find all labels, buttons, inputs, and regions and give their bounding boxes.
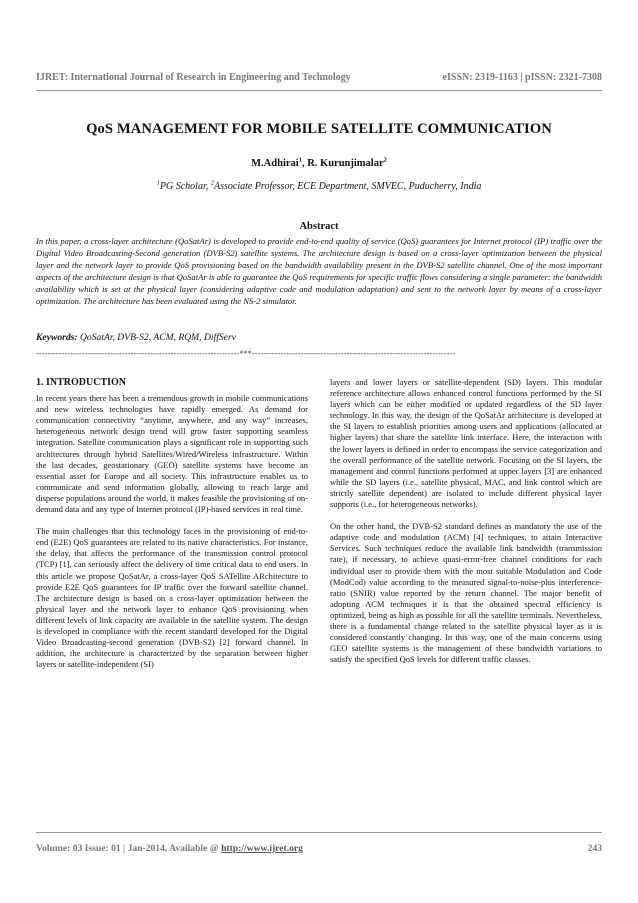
abstract-text: In this paper, a cross-layer architecture (QoSatAr) is developed to provide end-to-end quality of service (QoS) guarantees for Internet protocol (IP) traffic over the Digital Video Broadcasting-Second generation (DVB-S2) satellite systems. The architecture design is based on a cross-layer optimization between the physical layer and the network layer to provide QoS provisioning based on the bandwidth availability present in the DVB-S2 satellite channel. One of the most important aspects of the architecture design is that QoSatAr is able to guarantee the QoS requirements for specific traffic flows considering a single parameter: the bandwidth availability which is set at the physical layer (considering adaptive code and modulation adaptation) and sent to the network layer by means of a cross-layer optimization. The architecture has been evaluated using the NS-2 simulator. <box>36 236 602 306</box>
abstract-heading: Abstract <box>299 221 339 232</box>
section-heading: 1. INTRODUCTION <box>36 377 127 388</box>
keywords-line <box>36 332 602 343</box>
affiliation-1: PG Scholar, <box>159 181 211 192</box>
journal-name: IJRET: International Journal of Research in Engineering and Technology <box>36 72 351 83</box>
author-1: M.Adhirai <box>251 158 299 169</box>
right-column <box>330 377 602 676</box>
author-separator: , <box>301 158 308 169</box>
author-line <box>36 158 602 169</box>
paragraph-4: On the other hand, the DVB-S2 standard defines as mandatory the use of the adaptive code and modulation (ACM) [4] techniques, to attain Interactive Services. Such techniques reduce the available link bandwidth (transmission rate), if necessary, to achieve quasi-error-free channel conditions for each individual user to provide them with the most suitable Modulation and Code (ModCod) value according to the measured signal-to-noise-plus interference-ratio (SNIR) value reported by the return channel. The major benefit of adopting ACM techniques it is that the obtained spectral efficiency is optimized, being as high as possible for all the satellite terminals. Nevertheless, there is a fundamental change related to the satellite physical layer as it is considered constantly changing. In this way, one of the main concerns using GEO satellite systems is the management of these bandwidth variations to satisfy the specified QoS levels for different traffic classes. <box>330 521 602 665</box>
page-number: 243 <box>587 843 602 854</box>
left-column <box>36 377 308 681</box>
header-rule <box>36 90 602 91</box>
issn-info: eISSN: 2319-1163 | pISSN: 2321-7308 <box>442 72 602 83</box>
paragraph-2: The main challenges that this technology faces in the provisioning of end-to-end (E2E) QoS guarantees are related to its native characteristics. For instance, the delay, that affects the performance of the transmission control protocol (TCP) [1], can seriously affect the delivery of time critical data to end users. In this article we propose QoSatAr, a cross-layer QoS SATellite ARchitecture to provide E2E QoS guarantees for IP traffic over the forward satellite channel. The architecture design is based on a cross-layer optimization between the physical layer and the network layer to enhance QoS provisioning when different levels of link capacity are available in the satellite system. The design is developed in compliance with the recent standard developed for the Digital Video Broadcasting-second generation (DVB-S2) [2] forward channel. In addition, the architecture is characterized by the separation between higher layers or satellite-independent (SI) <box>36 526 308 670</box>
keywords-text: QoSatAr, DVB-S2, ACM, RQM, DiffServ <box>79 332 236 343</box>
keywords-label: Keywords: <box>36 332 80 343</box>
paragraph-1: In recent years there has been a tremendous growth in mobile communications and new wireless technologies have rapidly emerged. As demand for communication connectivity “anytime, anywhere, and any way” increases, heterogeneous network design trend will grow faster supporting seamless integration. Satellite communication plays a significant role in supporting such architectures through hybrid Satellites/Wired/Wireless infrastructure. Within the last decades, geostationary (GEO) satellite systems have become an essential asset for Europe and all society. This infrastructure enables us to communicate and send information globally, allowing to reach large and disperse populations around the world, it makes feasible the provisioning of on-demand data and any type of Internet protocol (IP)-based services in real time. <box>36 393 308 515</box>
author-1-sup: 1 <box>298 156 302 164</box>
affil-sup-1: 1 <box>156 179 160 187</box>
section-separator: -----------------------------------------------------------------------***----------------------------------------------------------------------- <box>36 349 456 358</box>
affil-sup-2: 2 <box>210 179 214 187</box>
footer-volume-text: Volume: 03 Issue: 01 | Jan-2014, Available @ <box>36 843 222 854</box>
affiliation-2: Associate Professor, ECE Department, SMVEC, Puducherry, India <box>213 181 482 192</box>
journal-link[interactable]: http://www.ijret.org <box>221 843 303 854</box>
footer-volume <box>36 843 303 854</box>
footer-rule <box>36 832 602 833</box>
affiliation-line <box>36 181 602 192</box>
page-footer <box>36 843 602 854</box>
paper-title: QoS MANAGEMENT FOR MOBILE SATELLITE COMMUNICATION <box>86 121 552 137</box>
author-2-sup: 2 <box>383 156 387 164</box>
paragraph-3: layers and lower layers or satellite-dependent (SD) layers. This modular reference architecture allows enhanced control functions performed by the SI layers which can be either modified or updated regardless of the SD layer technology. In this way, the design of the QoSatAr architecture is developed at the SI layers to establish priorities among users and applications (allocated at higher layers) that share the satellite link interface. Here, the interaction with the lower layers is defined in order to encompass the service categorization and the overall performance of the satellite network. Focusing on the SI layers, the management and control functions performed at upper layers [3] are enhanced while the SD layers (i.e., satellite physical, MAC, and link control which are strictly satellite dependent) are isolated to include different physical layer supports (i.e., for heterogeneous networks). <box>330 377 602 510</box>
author-2: R. Kurunjimalar <box>307 158 384 169</box>
journal-header <box>36 72 602 83</box>
